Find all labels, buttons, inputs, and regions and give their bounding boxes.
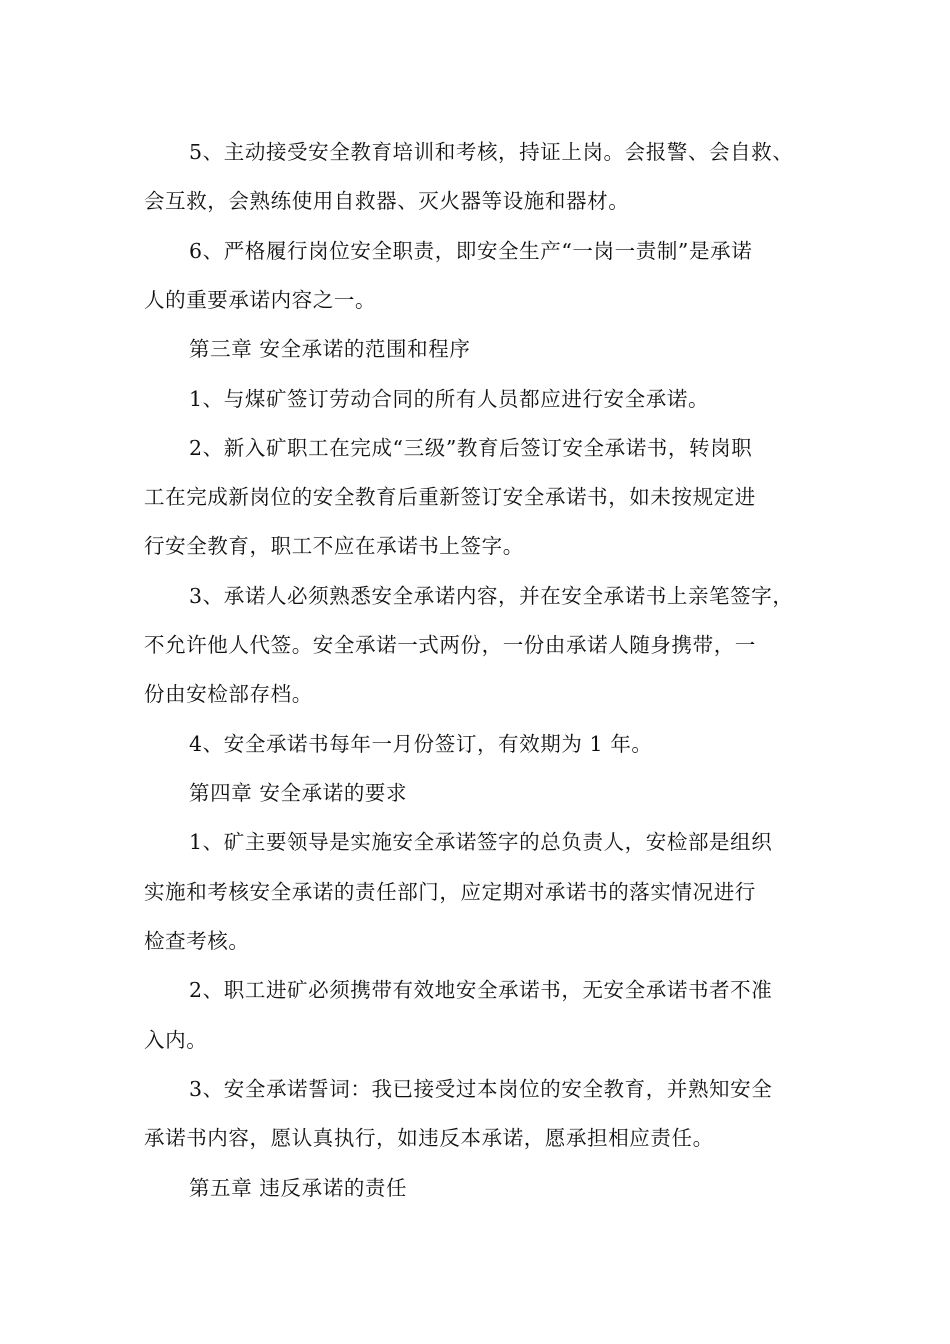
text-line: 入内。 xyxy=(144,1028,208,1052)
text-line: 5、主动接受安全教育培训和考核，持证上岗。会报警、会自救、 xyxy=(189,140,794,164)
text-line: 实施和考核安全承诺的责任部门，应定期对承诺书的落实情况进行 xyxy=(144,880,756,904)
text-line: 行安全教育，职工不应在承诺书上签字。 xyxy=(144,534,524,558)
text-line: 人的重要承诺内容之一。 xyxy=(144,288,377,312)
text-line: 不允许他人代签。安全承诺一式两份，一份由承诺人随身携带，一 xyxy=(144,633,756,657)
chapter-heading: 第三章 安全承诺的范围和程序 xyxy=(189,337,471,361)
chapter-heading: 第五章 违反承诺的责任 xyxy=(189,1176,408,1200)
text-line: 工在完成新岗位的安全教育后重新签订安全承诺书，如未按规定进 xyxy=(144,485,756,509)
chapter-heading: 第四章 安全承诺的要求 xyxy=(189,781,408,805)
text-line: 1、与煤矿签订劳动合同的所有人员都应进行安全承诺。 xyxy=(189,387,710,411)
text-line: 1、矿主要领导是实施安全承诺签字的总负责人，安检部是组织 xyxy=(189,830,773,854)
text-line: 承诺书内容，愿认真执行，如违反本承诺，愿承担相应责任。 xyxy=(144,1126,714,1150)
text-line: 检查考核。 xyxy=(144,929,250,953)
text-line: 2、新入矿职工在完成“三级”教育后签订安全承诺书，转岗职 xyxy=(189,436,753,460)
text-line: 会互救，会熟练使用自救器、灭火器等设施和器材。 xyxy=(144,189,630,213)
text-line: 份由安检部存档。 xyxy=(144,682,313,706)
text-line: 6、严格履行岗位安全职责，即安全生产“一岗一责制”是承诺 xyxy=(189,239,753,263)
text-line: 2、职工进矿必须携带有效地安全承诺书，无安全承诺书者不准 xyxy=(189,978,773,1002)
text-line: 3、承诺人必须熟悉安全承诺内容，并在安全承诺书上亲笔签字， xyxy=(189,584,794,608)
text-line: 4、安全承诺书每年一月份签订，有效期为 1 年。 xyxy=(189,732,653,756)
text-line: 3、安全承诺誓词：我已接受过本岗位的安全教育，并熟知安全 xyxy=(189,1077,773,1101)
